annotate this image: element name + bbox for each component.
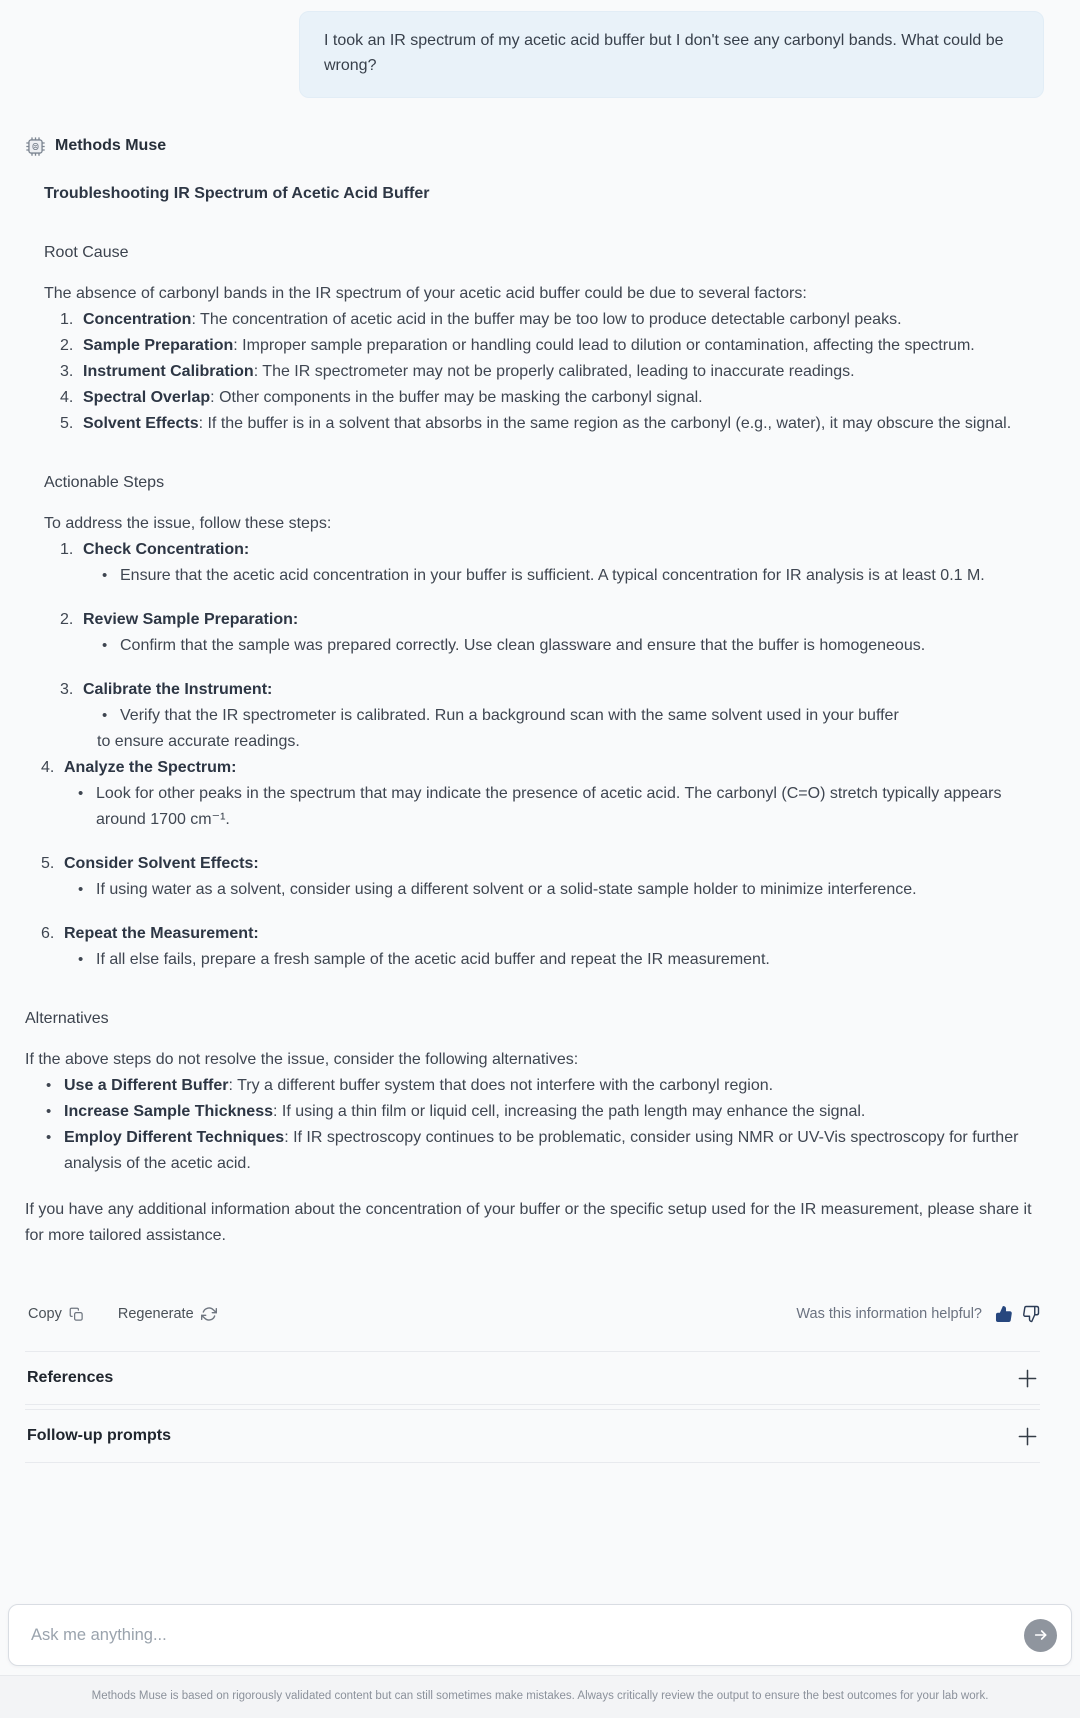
item-text: Instrument Calibration: The IR spectrometer may not be properly calibrated, leading to inaccurate readings. [83, 363, 855, 380]
bullet-item [46, 1073, 1040, 1099]
message-input[interactable] [9, 1626, 1024, 1645]
root-cause-intro: The absence of carbonyl bands in the IR spectrum of your acetic acid buffer could be due to several factors: [44, 285, 807, 302]
item-number: 1. [60, 541, 74, 558]
bullet-dot: • [46, 1103, 52, 1120]
footer-disclaimer: Methods Muse is based on rigorously validated content but can still sometimes make mistakes. Always critically review the output to ensure the best outcomes for your lab work. [91, 1690, 989, 1702]
step-item [44, 607, 1040, 659]
accordion-label: Follow-up prompts [27, 1427, 171, 1444]
feedback-group [796, 1301, 1040, 1327]
step-item [25, 755, 1040, 833]
numbered-item [60, 333, 1040, 359]
item-text: Solvent Effects: If the buffer is in a solvent that absorbs in the same region as the carbonyl (e.g., water), it may obscure the signal. [83, 415, 1012, 432]
bullet-dot: • [78, 951, 84, 968]
step-label: Repeat the Measurement: [64, 925, 259, 942]
bullet-item [78, 877, 1040, 903]
item-number: 3. [60, 681, 74, 698]
regenerate-icon [201, 1306, 217, 1322]
regenerate-button[interactable] [118, 1301, 217, 1327]
bullet-item [78, 781, 1040, 833]
step-item [25, 851, 1040, 903]
bullet-text: If all else fails, prepare a fresh sample of the acetic acid buffer and repeat the IR measurement. [96, 951, 770, 968]
bullet-text: Look for other peaks in the spectrum that may indicate the presence of acetic acid. The carbonyl (C=O) stretch typically appears around 1700 cm⁻¹. [96, 785, 1002, 828]
actionable-steps-heading: Actionable Steps [44, 474, 165, 491]
message-title: Troubleshooting IR Spectrum of Acetic Acid Buffer [44, 185, 430, 202]
bullet-text: Increase Sample Thickness: If using a thin film or liquid cell, increasing the path length may enhance the signal. [64, 1103, 866, 1120]
item-number: 2. [60, 337, 74, 354]
bullet-text: Verify that the IR spectrometer is calibrated. Run a background scan with the same solvent used in your buffer [120, 707, 899, 724]
bullet-dot: • [102, 637, 108, 654]
methods-muse-chip-icon [25, 136, 46, 157]
user-message-row [25, 11, 1044, 98]
plus-icon [1017, 1426, 1038, 1447]
user-message-bubble: I took an IR spectrum of my acetic acid buffer but I don't see any carbonyl bands. What could be wrong? [299, 11, 1044, 98]
bottom-group [0, 1604, 1080, 1718]
item-number: 6. [41, 925, 55, 942]
copy-button[interactable] [28, 1301, 84, 1327]
thumbs-up-icon [995, 1305, 1013, 1323]
thumbs-up-button[interactable] [995, 1305, 1013, 1323]
numbered-item [60, 359, 1040, 385]
bullet-item [78, 947, 1040, 973]
bullet-continuation: to ensure accurate readings. [97, 733, 300, 750]
assistant-header [25, 133, 1040, 159]
alternatives-intro: If the above steps do not resolve the issue, consider the following alternatives: [25, 1051, 579, 1068]
copy-label: Copy [28, 1306, 62, 1322]
action-left-group [28, 1301, 217, 1327]
bullet-dot: • [46, 1129, 52, 1146]
steps-part-1 [44, 537, 1040, 755]
steps-part-2 [25, 755, 1040, 973]
root-cause-heading: Root Cause [44, 244, 129, 261]
item-number: 3. [60, 363, 74, 380]
bullet-text: Confirm that the sample was prepared correctly. Use clean glassware and ensure that the buffer is homogeneous. [120, 637, 926, 654]
thumbs-down-button[interactable] [1022, 1305, 1040, 1323]
step-label: Consider Solvent Effects: [64, 855, 259, 872]
item-number: 5. [60, 415, 74, 432]
item-text: Concentration: The concentration of acetic acid in the buffer may be too low to produce detectable carbonyl peaks. [83, 311, 902, 328]
bullet-item [102, 633, 1040, 659]
bullet-dot: • [46, 1077, 52, 1094]
assistant-name: Methods Muse [55, 137, 167, 154]
accordion-group [25, 1351, 1040, 1463]
bullet-text: Employ Different Techniques: If IR spectroscopy continues to be problematic, consider using NMR or UV-Vis spectroscopy for further analysis of the acetic acid. [64, 1129, 1019, 1172]
numbered-item [60, 411, 1040, 437]
bullet-item [46, 1099, 1040, 1125]
step-item [44, 677, 1040, 755]
bullet-item [102, 703, 1040, 729]
accordion-references[interactable] [25, 1351, 1040, 1405]
item-number: 2. [60, 611, 74, 628]
thumbs-down-icon [1022, 1305, 1040, 1323]
step-label: Analyze the Spectrum: [64, 759, 237, 776]
bullet-dot: • [78, 785, 84, 802]
bullet-text: Ensure that the acetic acid concentration in your buffer is sufficient. A typical concentration for IR analysis is at least 0.1 M. [120, 567, 985, 584]
item-text: Spectral Overlap: Other components in the buffer may be masking the carbonyl signal. [83, 389, 703, 406]
bullet-item [102, 563, 1040, 589]
action-bar [28, 1301, 1040, 1327]
bullet-dot: • [78, 881, 84, 898]
regenerate-label: Regenerate [117, 1306, 194, 1322]
item-number: 5. [41, 855, 55, 872]
arrow-right-icon [1033, 1627, 1049, 1643]
closing-paragraph: If you have any additional information about the concentration of your buffer or the specific setup used for the IR measurement, please share it for more tailored assistance. [25, 1201, 1032, 1244]
root-cause-list [44, 307, 1040, 437]
step-item [25, 921, 1040, 973]
bullet-dot: • [102, 567, 108, 584]
item-number: 4. [41, 759, 55, 776]
bullet-text: Use a Different Buffer: Try a different buffer system that does not interfere with the carbonyl region. [64, 1077, 774, 1094]
bullet-dot: • [102, 707, 108, 724]
numbered-item [60, 307, 1040, 333]
accordion-follow-up-prompts[interactable] [25, 1409, 1040, 1463]
actionable-steps-intro: To address the issue, follow these steps: [44, 515, 332, 532]
numbered-item [60, 385, 1040, 411]
assistant-message [25, 133, 1040, 1249]
step-item [44, 537, 1040, 589]
item-number: 4. [60, 389, 74, 406]
plus-icon [1017, 1368, 1038, 1389]
composer [8, 1604, 1072, 1666]
step-label: Check Concentration: [83, 541, 250, 558]
alternatives-heading: Alternatives [25, 1010, 109, 1027]
item-number: 1. [60, 311, 74, 328]
copy-icon [69, 1307, 84, 1322]
footer-bar [0, 1675, 1080, 1718]
bullet-item [46, 1125, 1040, 1177]
accordion-label: References [27, 1369, 114, 1386]
send-button[interactable] [1024, 1619, 1057, 1652]
item-text: Sample Preparation: Improper sample preparation or handling could lead to dilution or contamination, affecting the spectrum. [83, 337, 975, 354]
step-label: Calibrate the Instrument: [83, 681, 273, 698]
bullet-text: If using water as a solvent, consider using a different solvent or a solid-state sample holder to minimize interference. [96, 881, 917, 898]
step-label: Review Sample Preparation: [83, 611, 299, 628]
feedback-question: Was this information helpful? [796, 1306, 982, 1322]
alternatives-list [25, 1073, 1040, 1177]
